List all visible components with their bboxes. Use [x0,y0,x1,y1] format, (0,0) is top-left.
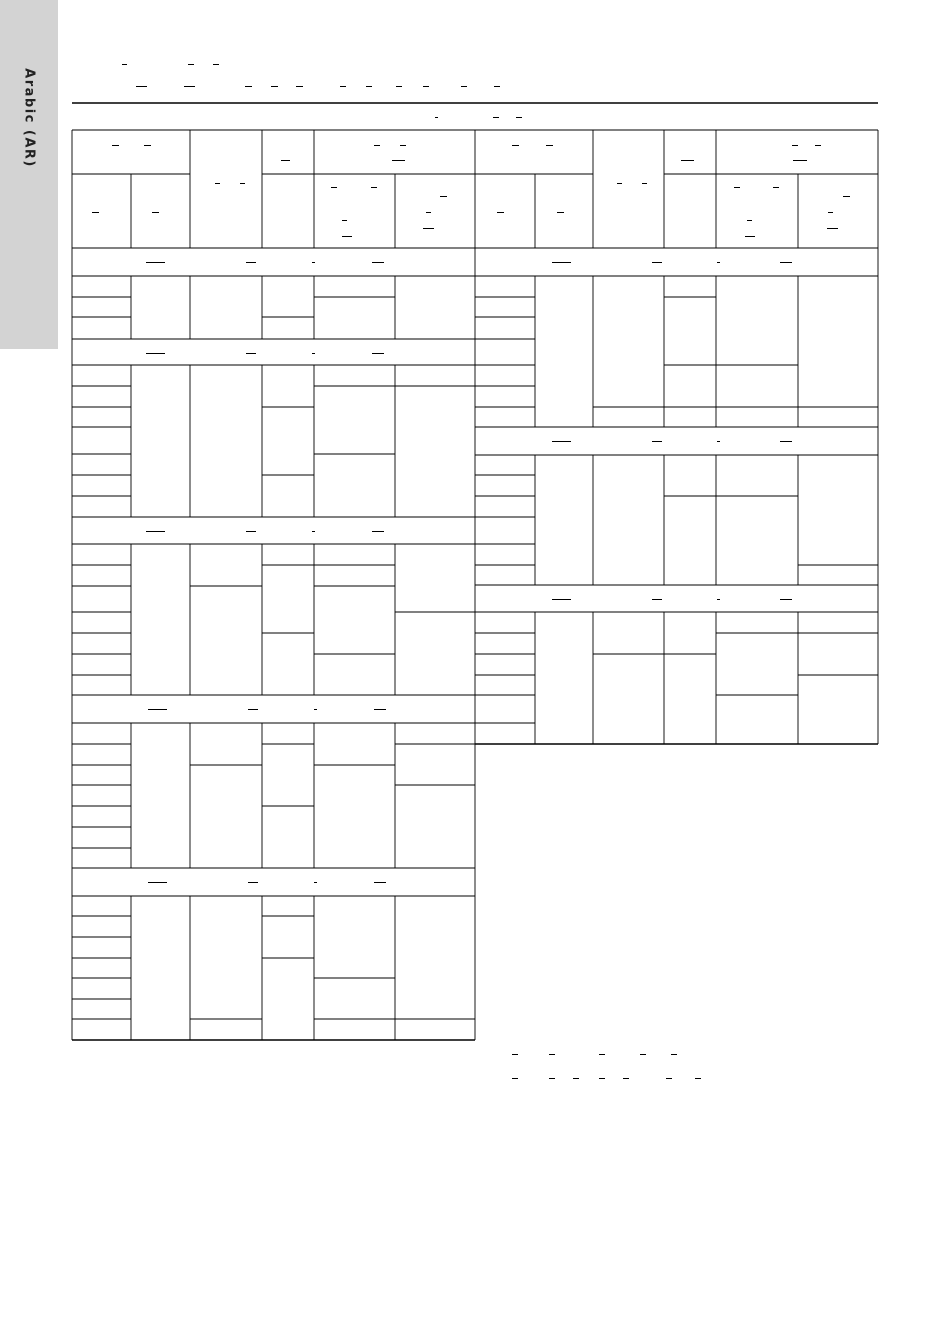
text-mark [374,882,386,883]
text-mark [246,262,256,263]
text-mark [494,86,500,87]
text-mark [497,212,504,213]
text-mark [780,441,792,442]
text-mark [440,196,447,197]
text-mark [374,709,386,710]
text-mark [623,1078,629,1079]
text-mark [681,160,694,161]
text-mark [92,212,99,213]
text-mark [148,882,167,883]
text-mark [423,86,429,87]
text-mark [396,86,402,87]
text-mark [240,183,245,184]
text-mark [843,196,850,197]
text-mark [366,86,372,87]
text-mark [213,64,219,65]
text-mark [557,212,564,213]
text-mark [400,145,406,146]
text-mark [747,220,752,221]
text-mark [695,1078,701,1079]
text-mark [815,145,821,146]
text-mark [734,187,740,188]
text-mark [617,183,622,184]
text-mark [552,441,571,442]
text-mark [552,599,571,600]
text-mark [745,236,755,237]
text-mark [188,64,194,65]
text-mark [371,187,377,188]
text-mark [717,441,720,442]
text-mark [340,86,346,87]
text-mark [342,236,352,237]
text-mark [246,531,256,532]
text-mark [599,1054,605,1055]
text-mark [148,709,167,710]
text-mark [512,1078,518,1079]
text-mark [372,262,384,263]
text-mark [512,145,519,146]
text-mark [652,599,662,600]
text-mark [312,531,315,532]
text-mark [666,1078,672,1079]
text-mark [146,262,165,263]
text-mark [642,183,647,184]
text-mark [146,353,165,354]
text-mark [314,882,317,883]
text-mark [248,882,258,883]
text-mark [573,1078,579,1079]
text-mark [640,1054,646,1055]
text-mark [780,599,792,600]
text-mark [549,1054,555,1055]
text-mark [793,160,807,161]
text-mark [461,86,467,87]
text-mark [281,160,290,161]
text-mark [435,117,438,118]
text-mark [136,86,147,87]
text-mark [827,228,838,229]
text-mark [516,117,522,118]
text-mark [314,709,317,710]
text-mark [248,709,258,710]
text-mark [152,212,159,213]
text-mark [372,353,384,354]
text-mark [780,262,792,263]
text-mark [312,353,315,354]
text-mark [271,86,278,87]
text-mark [773,187,779,188]
text-mark [652,262,662,263]
text-mark [146,531,165,532]
text-mark [372,531,384,532]
text-mark [312,262,315,263]
language-tab-label: Arabic (AR) [21,68,37,168]
text-mark [374,145,380,146]
text-mark [246,353,256,354]
text-mark [652,441,662,442]
text-mark [342,220,347,221]
text-mark [423,228,434,229]
text-mark [546,145,553,146]
text-mark [512,1054,518,1055]
text-mark [549,1078,555,1079]
text-mark [184,86,195,87]
text-mark [331,187,337,188]
text-mark [144,145,151,146]
text-mark [426,212,431,213]
text-mark [717,262,720,263]
text-mark [122,64,127,65]
text-mark [671,1054,677,1055]
text-mark [392,160,405,161]
text-mark [112,145,119,146]
text-mark [245,86,252,87]
text-mark [215,183,220,184]
text-mark [828,212,833,213]
text-mark [792,145,798,146]
text-mark [493,117,499,118]
text-mark [717,599,720,600]
text-mark [552,262,571,263]
text-mark [599,1078,605,1079]
text-mark [296,86,303,87]
